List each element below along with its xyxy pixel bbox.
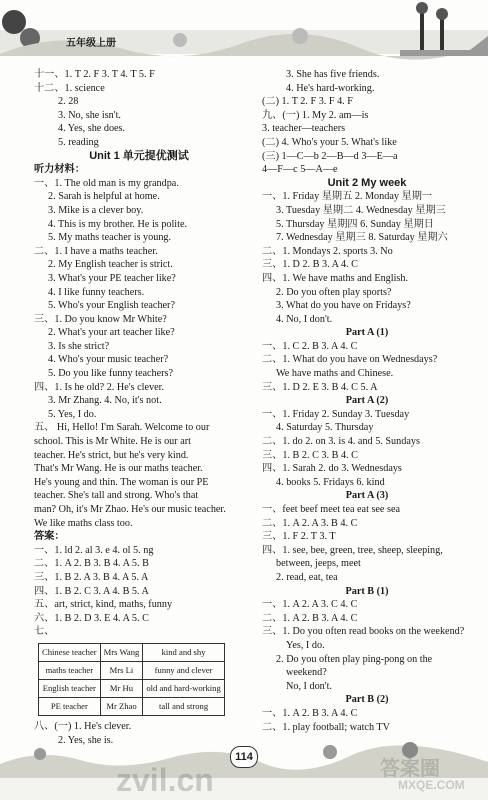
answer-line: 一、1. Friday 2. Sunday 3. Tuesday bbox=[262, 408, 410, 420]
answer-line: 2. read, eat, tea bbox=[276, 571, 338, 583]
table-cell: Mrs Li bbox=[100, 661, 143, 679]
table-cell: PE teacher bbox=[39, 697, 101, 715]
unit2-answers bbox=[262, 190, 472, 326]
answer-line: 八、(一) 1. He's clever. bbox=[34, 720, 132, 732]
answer-line: 3. What do you have on Fridays? bbox=[276, 300, 411, 312]
answer-line: No, I don't. bbox=[286, 680, 332, 692]
pre-answers bbox=[262, 68, 472, 177]
answer-line: 二、1. Mondays 2. sports 3. No bbox=[262, 245, 393, 257]
answer-line: 二、1. do 2. on 3. is 4. and 5. Sundays bbox=[262, 436, 420, 448]
answer-line: 4. Saturday 5. Thursday bbox=[276, 422, 374, 434]
watermark-url: MXQE.COM bbox=[398, 778, 465, 792]
table-row bbox=[39, 697, 225, 715]
table-cell: Mr Hu bbox=[100, 679, 143, 697]
answer-line: 3. No, she isn't. bbox=[58, 109, 121, 121]
answer-line: 2. Yes, she is. bbox=[58, 734, 114, 746]
answer-line: (三) 1—C—b 2—B—d 3—E—a bbox=[262, 150, 398, 162]
answer-line: 二、1. A 2. B 3. B 4. A 5. B bbox=[34, 558, 149, 570]
text-line: 4. Who's your music teacher? bbox=[48, 354, 169, 366]
part-heading: Part B (2) bbox=[345, 694, 389, 706]
text-line: That's Mr Wang. He is our maths teacher. bbox=[34, 463, 203, 475]
text-line: He's young and thin. The woman is our PE bbox=[34, 476, 209, 488]
answer-line: 5. Thursday 星期四 6. Sunday 星期日 bbox=[276, 218, 434, 230]
teacher-table bbox=[38, 643, 225, 716]
answer-line: 二、1. play football; watch TV bbox=[262, 721, 390, 733]
answer-line: 三、1. D 2. B 3. A 4. C bbox=[262, 259, 358, 271]
answer-line: weekend? bbox=[286, 667, 327, 679]
answer-line: 3. Tuesday 星期二 4. Wednesday 星期三 bbox=[276, 204, 446, 216]
text-line: 5. My maths teacher is young. bbox=[48, 232, 172, 244]
answer-line: 4. No, I don't. bbox=[276, 313, 333, 325]
table-cell: maths teacher bbox=[39, 661, 101, 679]
answer-line: 5. reading bbox=[58, 136, 99, 148]
text-line: teacher. She's tall and strong. Who's that bbox=[34, 490, 199, 502]
answer-line: between, jeeps, meet bbox=[276, 558, 361, 570]
answer-line: 4. books 5. Fridays 6. kind bbox=[276, 476, 385, 488]
unit-title: Unit 1 单元提优测试 bbox=[89, 149, 189, 162]
text-line: We like maths class too. bbox=[34, 517, 133, 529]
part-heading: Part A (2) bbox=[345, 395, 389, 407]
watermark-brand: 答案圈 bbox=[380, 758, 440, 780]
answer-line: 二、1. A 2. A 3. B 4. C bbox=[262, 517, 358, 529]
answer-line: 六、1. B 2. D 3. E 4. A 5. C bbox=[34, 612, 149, 624]
right-column bbox=[262, 68, 472, 734]
text-line: 二、1. I have a maths teacher. bbox=[34, 245, 158, 257]
left-column bbox=[34, 68, 244, 747]
table-cell: tall and strong bbox=[143, 697, 224, 715]
answer-line: 4—F—c 5—A—e bbox=[262, 164, 338, 176]
answer-line: 九、(一) 1. My 2. am—is bbox=[262, 109, 369, 121]
table-cell: English teacher bbox=[39, 679, 101, 697]
text-line: 4. This is my brother. He is polite. bbox=[48, 218, 188, 230]
answer-line: 三、1. B 2. C 3. B 4. C bbox=[262, 449, 358, 461]
answer-line: 2. Do you often play sports? bbox=[276, 286, 392, 298]
table-cell: old and hard-working bbox=[143, 679, 224, 697]
text-line: man? Oh, it's Mr Zhao. He's our music teacher. bbox=[34, 504, 226, 515]
text-line: 3. Is she strict? bbox=[48, 340, 110, 352]
unit-title: Unit 2 My week bbox=[327, 176, 407, 189]
page-footer bbox=[0, 718, 488, 800]
answer-line: 一、1. A 2. B 3. A 4. C bbox=[262, 707, 358, 719]
answer-line: 一、1. Friday 星期五 2. Monday 星期一 bbox=[262, 191, 433, 203]
answer-line: 十二、1. science bbox=[34, 82, 105, 94]
answer-line: 三、1. D 2. E 3. B 4. C 5. A bbox=[262, 381, 378, 393]
answer-line: 三、1. F 2. T 3. T bbox=[262, 531, 336, 543]
answer-line: 3. She has five friends. bbox=[286, 69, 380, 80]
text-line: 3. What's your PE teacher like? bbox=[48, 272, 176, 284]
text-line: 3. Mike is a clever boy. bbox=[48, 204, 144, 216]
text-line: 2. What's your art teacher like? bbox=[48, 327, 175, 339]
answer-line: 四、1. B 2. C 3. A 4. B 5. A bbox=[34, 585, 149, 597]
part-heading: Part A (1) bbox=[345, 327, 389, 339]
page-number: 114 bbox=[230, 746, 258, 768]
answer-line: 二、1. A 2. B 3. A 4. C bbox=[262, 612, 358, 624]
table-row bbox=[39, 643, 225, 661]
text-line: 四、1. Is he old? 2. He's clever. bbox=[34, 381, 164, 393]
answer-line: 二、1. What do you have on Wednesdays? bbox=[262, 354, 438, 366]
answer-line: 7. Wednesday 星期三 8. Saturday 星期六 bbox=[276, 232, 448, 244]
grade-label: 五年级上册 bbox=[66, 38, 116, 49]
answer-line: 四、1. see, bee, green, tree, sheep, sleeping, bbox=[262, 544, 443, 556]
answers bbox=[34, 544, 244, 639]
header-decoration bbox=[0, 0, 488, 66]
part-heading: Part A (3) bbox=[345, 490, 389, 502]
table-row bbox=[39, 679, 225, 697]
answer-line: 四、1. We have maths and English. bbox=[262, 272, 409, 284]
answer-line: 2. Do you often play ping-pong on the bbox=[276, 653, 433, 665]
answer-line: 七、 bbox=[34, 626, 55, 638]
answer-line: (二) 1. T 2. F 3. F 4. F bbox=[262, 96, 353, 108]
answer-line: 一、1. ld 2. al 3. e 4. ol 5. ng bbox=[34, 544, 154, 556]
answer-line: 一、feet beef meet tea eat see sea bbox=[262, 504, 401, 515]
text-line: 五、 Hi, Hello! I'm Sarah. Welcome to our bbox=[34, 422, 210, 434]
answer-line: 十一、1. T 2. F 3. T 4. T 5. F bbox=[34, 69, 155, 80]
text-line: 三、1. Do you know Mr White? bbox=[34, 313, 167, 325]
answer-line: 一、1. A 2. A 3. C 4. C bbox=[262, 599, 358, 611]
text-line: 4. I like funny teachers. bbox=[48, 286, 145, 298]
answer-line: Yes, I do. bbox=[286, 639, 325, 651]
text-line: 5. Do you like funny teachers? bbox=[48, 368, 174, 380]
table-cell: funny and clever bbox=[143, 661, 224, 679]
answer-line: 2. 28 bbox=[58, 96, 79, 108]
section-label: 答案： bbox=[34, 531, 65, 543]
text-line: school. This is Mr White. He is our art bbox=[34, 436, 191, 448]
section-label: 听力材料： bbox=[34, 164, 85, 176]
text-line: 3. Mr Zhang. 4. No, it's not. bbox=[48, 395, 162, 407]
answer-line: 五、art, strict, kind, maths, funny bbox=[34, 599, 173, 611]
text-line: teacher. He's strict, but he's very kind. bbox=[34, 449, 189, 461]
table-row bbox=[39, 661, 225, 679]
part-heading: Part B (1) bbox=[345, 585, 389, 597]
text-line: 5. Who's your English teacher? bbox=[48, 300, 175, 312]
answer-line: 四、1. Sarah 2. do 3. Wednesdays bbox=[262, 463, 402, 475]
answer-line: (二) 4. Who's your 5. What's like bbox=[262, 136, 397, 148]
listening-material bbox=[34, 177, 244, 530]
table-cell: Mr Zhao bbox=[100, 697, 143, 715]
pre-answers bbox=[34, 68, 244, 150]
answer-line: 一、1. C 2. B 3. A 4. C bbox=[262, 340, 358, 352]
answer-line: 3. teacher—teachers bbox=[262, 123, 346, 135]
text-line: 2. Sarah is helpful at home. bbox=[48, 191, 160, 203]
watermark-site: zvil.cn bbox=[116, 762, 214, 798]
answer-line: We have maths and Chinese. bbox=[276, 368, 394, 380]
answer-line: 4. Yes, she does. bbox=[58, 123, 126, 135]
table-cell: Mrs Wang bbox=[100, 643, 143, 661]
answer-line: 三、1. Do you often read books on the weekend? bbox=[262, 626, 465, 638]
text-line: 一、1. The old man is my grandpa. bbox=[34, 177, 179, 189]
text-line: 2. My English teacher is strict. bbox=[48, 259, 173, 271]
answer-line: 4. He's hard-working. bbox=[286, 82, 375, 94]
table-cell: kind and shy bbox=[143, 643, 224, 661]
table-cell: Chinese teacher bbox=[39, 643, 101, 661]
answer-line: 三、1. B 2. A 3. B 4. A 5. A bbox=[34, 571, 149, 583]
page-header bbox=[0, 0, 488, 66]
text-line: 5. Yes, I do. bbox=[48, 408, 97, 420]
